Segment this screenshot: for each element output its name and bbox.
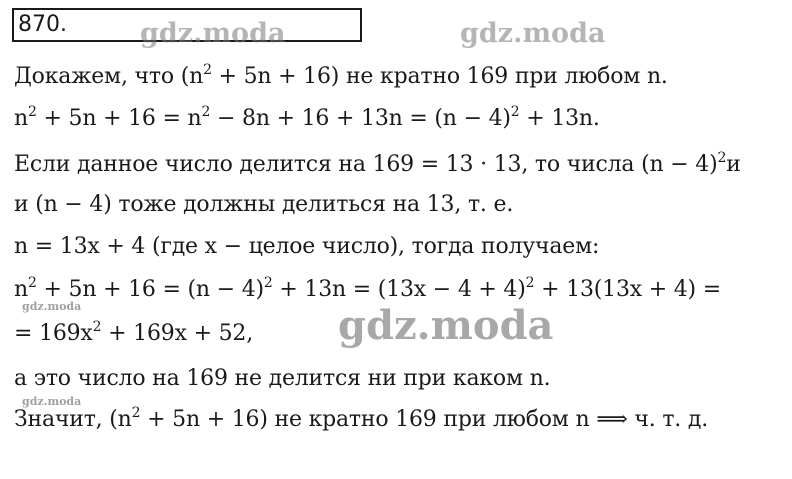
solution-line-2 [14, 104, 600, 134]
watermark: gdz.moda [22, 395, 82, 408]
text-segment: + 5n + 16 = n [36, 106, 202, 131]
superscript: 2 [27, 104, 37, 120]
solution-line-7 [14, 319, 253, 349]
superscript: 2 [92, 319, 102, 335]
watermark: gdz.moda [22, 300, 82, 313]
superscript: 2 [263, 275, 273, 291]
text-segment: + 5n + 16) не кратно 169 при любом n. [211, 64, 668, 89]
text-segment: Если данное число делится на 169 = 13 · 13, то числа (n − 4) [14, 152, 718, 177]
superscript: 2 [203, 62, 212, 78]
superscript: 2 [717, 150, 727, 166]
superscript: 2 [27, 275, 37, 291]
text-segment: Значит, (n [14, 407, 132, 432]
text-segment: n [14, 277, 28, 302]
text-segment: = 169x [14, 321, 93, 346]
watermark: gdz.moda [460, 18, 606, 49]
solution-line-5 [14, 232, 599, 262]
problem-number: 870. [18, 12, 67, 37]
text-segment: и [726, 152, 741, 177]
solution-line-8 [14, 364, 550, 394]
text-segment: + 13n. [519, 106, 600, 131]
text-segment: Докажем, что (n [14, 64, 204, 89]
watermark: gdz.moda [338, 302, 554, 349]
superscript: 2 [510, 104, 520, 120]
text-segment: n = 13x + 4 (где x − целое число), тогда получаем: [14, 234, 600, 259]
text-segment: + 5n + 16 = (n − 4) [36, 277, 264, 302]
text-segment: + 13n = (13x − 4 + 4) [272, 277, 526, 302]
solution-line-6 [14, 275, 721, 305]
solution-line-1 [14, 62, 668, 92]
text-segment: n [14, 106, 28, 131]
superscript: 2 [525, 275, 535, 291]
text-segment: + 169x + 52, [101, 321, 253, 346]
superscript: 2 [201, 104, 211, 120]
watermark: gdz.moda [140, 18, 286, 49]
text-segment: − 8n + 16 + 13n = (n − 4) [210, 106, 511, 131]
text-segment: + 13(13x + 4) = [534, 277, 721, 302]
text-segment: и (n − 4) тоже должны делиться на 13, т. е. [14, 192, 514, 217]
solution-line-9 [14, 405, 708, 435]
text-segment: а это число на 169 не делится ни при каком n. [14, 366, 551, 391]
superscript: 2 [131, 405, 141, 421]
text-segment: + 5n + 16) не кратно 169 при любом n ⟹ ч. т. д. [140, 407, 709, 432]
solution-line-4 [14, 190, 513, 220]
solution-line-3 [14, 150, 741, 180]
